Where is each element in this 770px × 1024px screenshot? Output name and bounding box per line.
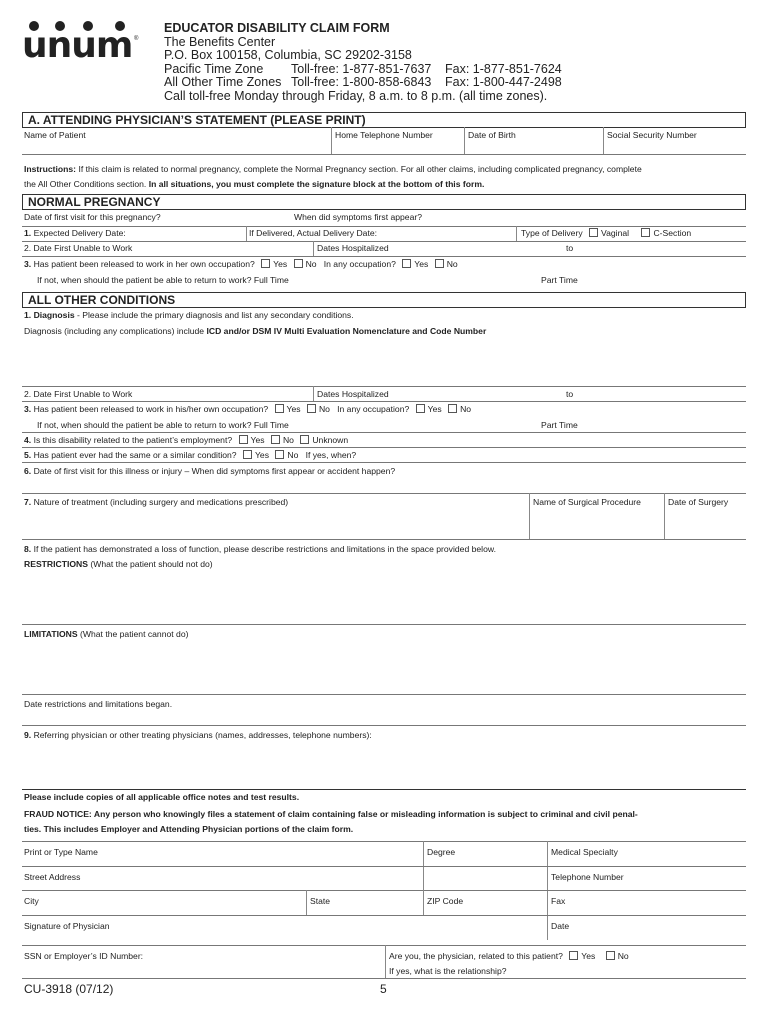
np-return-to-work[interactable]: If not, when should the patient be able to return to work? Full Time — [37, 275, 289, 285]
np-symptoms-appear[interactable]: When did symptoms first appear? — [294, 212, 423, 222]
specialty-field[interactable]: Medical Specialty — [551, 847, 618, 857]
call-hours: Call toll-free Monday through Friday, 8 a.m. to 8 p.m. (all time zones). — [164, 88, 548, 103]
copies-notice: Please include copies of all applicable office notes and test results. — [24, 792, 300, 802]
relationship-field[interactable]: If yes, what is the relationship? — [389, 966, 507, 976]
ao-part-time[interactable]: Part Time — [541, 420, 578, 430]
form-title: EDUCATOR DISABILITY CLAIM FORM — [164, 21, 390, 35]
ao-similar-condition: 5. Has patient ever had the same or a similar condition? Yes No If yes, when? — [24, 450, 357, 460]
ao-hosp-to: to — [566, 389, 574, 399]
np-any-occ-yes[interactable] — [402, 259, 411, 268]
ao-diagnosis-codes[interactable]: Diagnosis (including any complications) include ICD and/or DSM IV Multi Evaluation Nomenclature and Code Number — [24, 326, 487, 336]
ao-employment-no[interactable] — [271, 435, 280, 444]
signature-field[interactable]: Signature of Physician — [24, 921, 110, 931]
np-type-delivery: Type of Delivery Vaginal C-Section — [521, 228, 692, 238]
ao-limitations[interactable]: LIMITATIONS (What the patient cannot do) — [24, 629, 189, 639]
other-contact: All Other Time Zones Toll-free: 1-800-858-6843 Fax: 1-800-447-2498 — [164, 75, 562, 90]
zip-field[interactable]: ZIP Code — [427, 896, 464, 906]
related-question: Are you, the physician, related to this patient? Yes No — [389, 951, 629, 961]
degree-field[interactable]: Degree — [427, 847, 456, 857]
ao-employment-unknown[interactable] — [300, 435, 309, 444]
ao-similar-no[interactable] — [275, 450, 284, 459]
ao-own-occ-no[interactable] — [307, 404, 316, 413]
c-section-checkbox[interactable] — [641, 228, 650, 237]
mailing-address: P.O. Box 100158, Columbia, SC 29202-3158 — [164, 48, 412, 63]
related-yes-checkbox[interactable] — [569, 951, 578, 960]
np-hosp-to: to — [566, 243, 574, 253]
ao-employment-related: 4. Is this disability related to the patient’s employment? Yes No Unknown — [24, 435, 349, 445]
related-no-checkbox[interactable] — [606, 951, 615, 960]
fax-field[interactable]: Fax — [551, 896, 566, 906]
dob-field[interactable]: Date of Birth — [468, 130, 516, 140]
fraud-notice: FRAUD NOTICE: Any person who knowingly files a statement of claim containing false or misleading information is subject to criminal and civil penal- ties. This includes Employer and Attending Physician portions of the claim form. — [24, 809, 638, 834]
unum-logo — [22, 20, 140, 66]
ao-restrictions[interactable]: RESTRICTIONS (What the patient should not do) — [24, 559, 213, 569]
ao-own-occ-yes[interactable] — [275, 404, 284, 413]
ao-restrictions-began[interactable]: Date restrictions and limitations began. — [24, 699, 173, 709]
np-dates-hospitalized[interactable]: Dates Hospitalized — [317, 243, 389, 253]
print-name-field[interactable]: Print or Type Name — [24, 847, 98, 857]
ao-similar-yes[interactable] — [243, 450, 252, 459]
all-other-header: ALL OTHER CONDITIONS — [22, 292, 746, 308]
pacific-contact: Pacific Time Zone Toll-free: 1-877-851-7637 Fax: 1-877-851-7624 — [164, 61, 562, 76]
np-actual-delivery[interactable]: If Delivered, Actual Delivery Date: — [249, 228, 378, 238]
page-number: 5 — [380, 982, 387, 996]
ao-date-surgery[interactable]: Date of Surgery — [668, 497, 729, 507]
ao-dates-hospitalized[interactable]: Dates Hospitalized — [317, 389, 389, 399]
np-released-own-occ: 3. Has patient been released to work in her own occupation? Yes No In any occupation? Yes No — [24, 259, 458, 269]
np-first-visit[interactable]: Date of first visit for this pregnancy? — [24, 212, 161, 222]
form-code: CU-3918 (07/12) — [24, 982, 114, 996]
np-part-time[interactable]: Part Time — [541, 275, 578, 285]
section-a-header: A. ATTENDING PHYSICIAN’S STATEMENT (PLEASE PRINT) — [22, 112, 746, 128]
instructions: Instructions: If this claim is related to normal pregnancy, complete the Normal Pregnancy section. For all other claims, including complicated pregnancy, complete the All Other Conditions section. In all situations, you must complete the signature block at the bottom of this form. — [24, 164, 642, 189]
name-of-patient-field[interactable]: Name of Patient — [24, 130, 86, 140]
ao-date-unable-work[interactable]: 2. Date First Unable to Work — [24, 389, 133, 399]
normal-pregnancy-header: NORMAL PREGNANCY — [22, 194, 746, 210]
home-phone-field[interactable]: Home Telephone Number — [335, 130, 433, 140]
ssn-ein-field[interactable]: SSN or Employer’s ID Number: — [24, 951, 144, 961]
registered-mark: ® — [134, 36, 139, 42]
ao-return-to-work[interactable]: If not, when should the patient be able to return to work? Full Time — [37, 420, 289, 430]
state-field[interactable]: State — [310, 896, 331, 906]
np-own-occ-yes[interactable] — [261, 259, 270, 268]
header-block — [164, 22, 562, 104]
ao-loss-function: 8. If the patient has demonstrated a loss of function, please describe restrictions and limitations in the space provided below. — [24, 544, 496, 554]
ssn-field[interactable]: Social Security Number — [607, 130, 697, 140]
vaginal-checkbox[interactable] — [589, 228, 598, 237]
ao-diagnosis: 1. Diagnosis - Please include the primary diagnosis and list any secondary conditions. — [24, 310, 354, 320]
street-address-field[interactable]: Street Address — [24, 872, 81, 882]
ao-first-visit[interactable]: 6. Date of first visit for this illness or injury – When did symptoms first appear or accident happen? — [24, 466, 396, 476]
np-expected-delivery[interactable]: 1. Expected Delivery Date: — [24, 228, 126, 238]
ao-any-occ-no[interactable] — [448, 404, 457, 413]
ao-referring-physician[interactable]: 9. Referring physician or other treating physicians (names, addresses, telephone numbers): — [24, 730, 372, 740]
ao-nature-treatment[interactable]: 7. Nature of treatment (including surgery and medications prescribed) — [24, 497, 289, 507]
benefits-center: The Benefits Center — [164, 34, 276, 49]
ao-released-own-occ: 3. Has patient been released to work in his/her own occupation? Yes No In any occupation? Yes No — [24, 404, 472, 414]
np-any-occ-no[interactable] — [435, 259, 444, 268]
ao-employment-yes[interactable] — [239, 435, 248, 444]
ao-any-occ-yes[interactable] — [416, 404, 425, 413]
logo-wordmark: unum — [22, 25, 133, 66]
date-field[interactable]: Date — [551, 921, 570, 931]
np-own-occ-no[interactable] — [294, 259, 303, 268]
city-field[interactable]: City — [24, 896, 39, 906]
ao-surgical-procedure[interactable]: Name of Surgical Procedure — [533, 497, 641, 507]
np-date-unable-work[interactable]: 2. Date First Unable to Work — [24, 243, 133, 253]
telephone-field[interactable]: Telephone Number — [551, 872, 624, 882]
